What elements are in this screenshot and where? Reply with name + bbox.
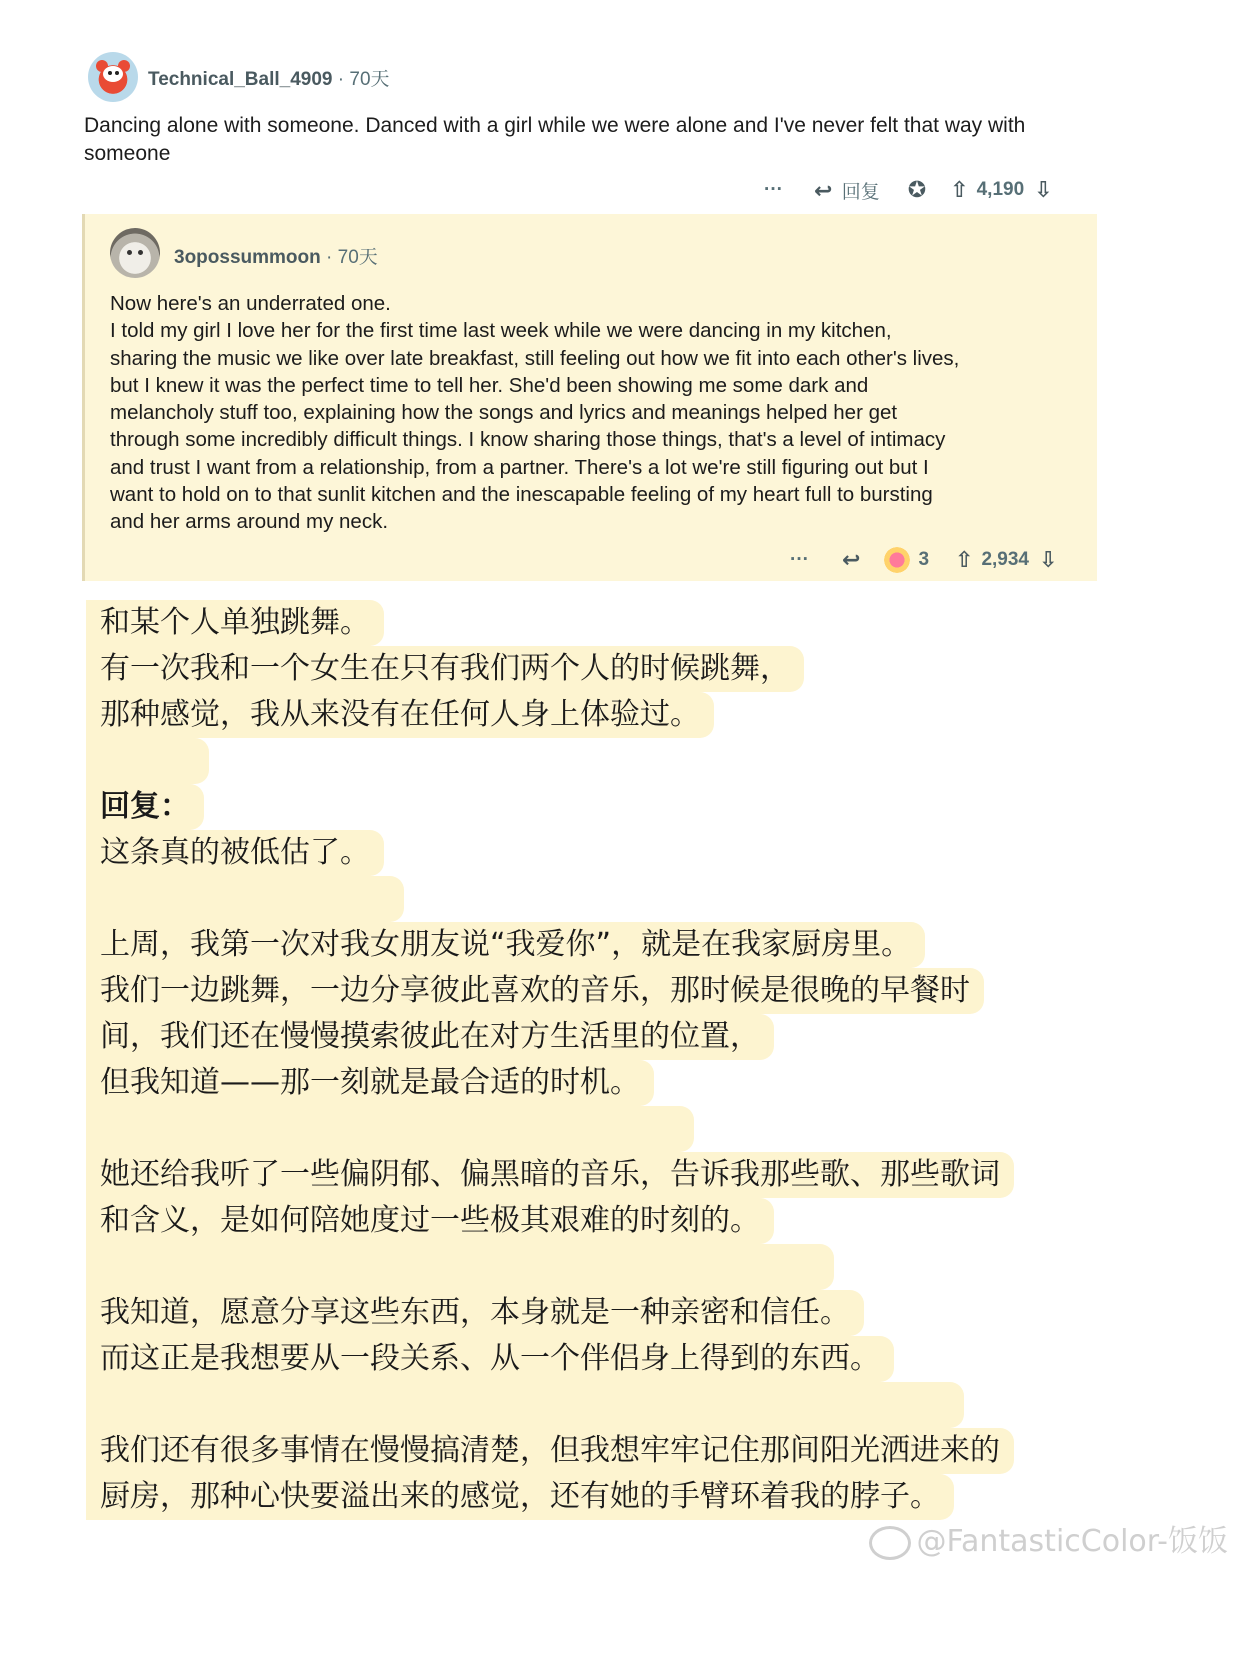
translation-line: 和含义，是如何陪她度过一些极其艰难的时刻的。 (86, 1198, 774, 1244)
username[interactable]: 3opossummoon (174, 247, 321, 268)
downvote-icon[interactable]: ⇩ (1039, 547, 1058, 572)
watermark (869, 1516, 1229, 1560)
translation-line: 我知道，愿意分享这些东西，本身就是一种亲密和信任。 (86, 1290, 864, 1336)
translation-spacer (86, 738, 209, 784)
avatar[interactable] (88, 52, 138, 102)
vote-count: 2,934 (981, 549, 1029, 570)
reply-line: melancholy stuff too, explaining how the songs and lyrics and meanings helped her get (110, 401, 898, 425)
translation-spacer (86, 876, 404, 922)
upvote-icon[interactable]: ⇧ (950, 177, 969, 202)
award-badge-icon[interactable] (882, 545, 912, 575)
reply-line: but I knew it was the perfect time to tell her. She'd been showing me some dark and (110, 373, 869, 397)
translation-line: 那种感觉，我从来没有在任何人身上体验过。 (86, 692, 714, 738)
weibo-icon (869, 1526, 911, 1560)
translation-line: 她还给我听了一些偏阴郁、偏黑暗的音乐，告诉我那些歌、那些歌词 (86, 1152, 1014, 1198)
reply-line: and her arms around my neck. (110, 510, 389, 534)
translation-line: 厨房，那种心快要溢出来的感觉，还有她的手臂环着我的脖子。 (86, 1474, 954, 1520)
translation-line: 这条真的被低估了。 (86, 830, 384, 876)
meta-separator: · (337, 69, 345, 90)
reply-icon[interactable]: ↩ (842, 547, 861, 572)
reply-line: Now here's an underrated one. (110, 292, 391, 315)
comment-body: Dancing alone with someone. Danced with a girl while we were alone and I've never felt that way with someone (84, 114, 1026, 165)
translation-line: 有一次我和一个女生在只有我们两个人的时候跳舞， (86, 646, 804, 692)
translation-spacer (86, 1106, 694, 1152)
translation-line: 我们一边跳舞，一边分享彼此喜欢的音乐，那时候是很晚的早餐时 (86, 968, 984, 1014)
translation-line: 但我知道——那一刻就是最合适的时机。 (86, 1060, 654, 1106)
translation-line: 间，我们还在慢慢摸索彼此在对方生活里的位置， (86, 1014, 774, 1060)
comment-meta (148, 64, 390, 91)
translation-line: 和某个人单独跳舞。 (86, 600, 384, 646)
translation-block (86, 600, 1014, 1520)
reply-line: want to hold on to that sunlit kitchen and the inescapable feeling of my heart full to bursting (110, 483, 933, 507)
translation-line: 上周，我第一次对我女朋友说“我爱你”，就是在我家厨房里。 (86, 922, 925, 968)
reply-meta (174, 242, 378, 269)
translation-line: 而这正是我想要从一段关系、从一个伴侣身上得到的东西。 (86, 1336, 894, 1382)
translation-spacer (86, 1244, 834, 1290)
downvote-icon[interactable]: ⇩ (1034, 177, 1053, 202)
reply-line: and trust I want from a relationship, from a partner. There's a lot we're still figuring out but I (110, 455, 929, 479)
translation-line: 我们还有很多事情在慢慢搞清楚，但我想牢牢记住那间阳光洒进来的 (86, 1428, 1014, 1474)
reply-line: through some incredibly difficult things. I know sharing those things, that's a level of intimacy (110, 428, 946, 452)
reply-label: 回复 (841, 181, 880, 203)
award-icon[interactable]: ✪ (907, 177, 927, 202)
more-options-button[interactable]: ··· (790, 549, 809, 570)
translation-heading: 回复： (86, 784, 204, 830)
avatar[interactable] (110, 228, 160, 278)
username[interactable]: Technical_Ball_4909 (148, 69, 333, 90)
vote-count: 4,190 (976, 179, 1025, 200)
timestamp: 70天 (349, 69, 390, 90)
reply-icon: ↩ (814, 177, 833, 203)
reply-button[interactable] (814, 177, 880, 204)
more-options-button[interactable]: ··· (764, 179, 783, 200)
meta-separator: · (326, 247, 333, 268)
reply-line: sharing the music we like over late breakfast, still feeling out how we fit into each other's lives, (110, 346, 960, 370)
reply-actions (790, 546, 1057, 574)
upvote-icon[interactable]: ⇧ (955, 547, 974, 572)
watermark-text: @FantasticColor-饭饭 (916, 1524, 1228, 1559)
timestamp: 70天 (337, 247, 378, 268)
reply-body (110, 290, 1100, 536)
comment-actions (764, 176, 1053, 204)
reply-line: I told my girl I love her for the first time last week while we were dancing in my kitchen, (110, 319, 892, 343)
translation-spacer (86, 1382, 964, 1428)
award-count: 3 (918, 549, 930, 570)
